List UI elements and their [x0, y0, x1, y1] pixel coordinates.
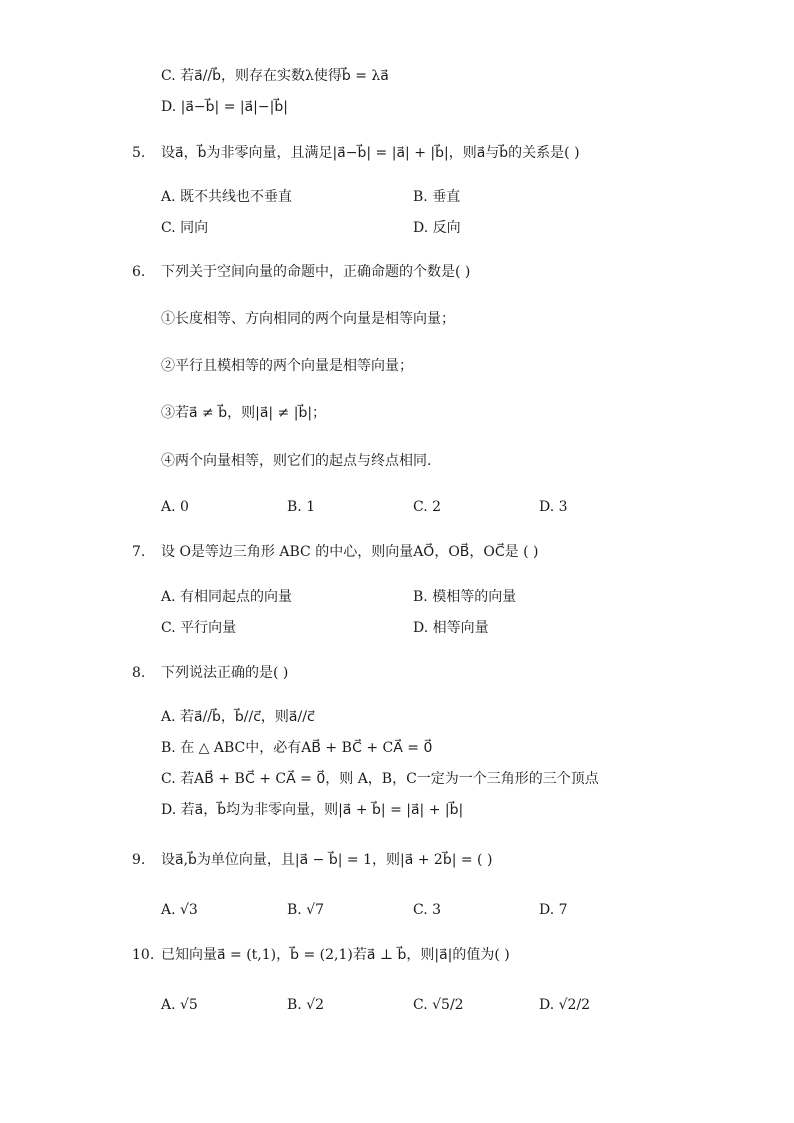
q6-statement-4: ④两个向量相等，则它们的起点与终点相同. [161, 453, 432, 469]
q8-option-b: B. 在 △ ABC中，必有AB⃗ + BC⃗ + CA⃗ = 0⃗ [161, 740, 433, 756]
q7-option-a: A. 有相同起点的向量 [161, 589, 293, 605]
q6-statement-2: ②平行且模相等的两个向量是相等向量； [161, 358, 413, 374]
q5-option-c: C. 同向 [161, 220, 209, 236]
q9-number: 9. [132, 852, 146, 868]
q6-option-c: C. 2 [413, 499, 442, 515]
q8-option-d: D. 若a⃗，b⃗均为非零向量，则|a⃗ + b⃗| = |a⃗| + |b⃗| [161, 802, 464, 818]
q5-number: 5. [132, 145, 146, 161]
q7-stem: 设 O是等边三角形 ABC 的中心，则向量AO⃗，OB⃗，OC⃗是 ( ) [161, 544, 539, 560]
q5-option-b: B. 垂直 [413, 189, 461, 205]
q4-option-c: C. 若a⃗//b⃗，则存在实数λ使得b⃗ = λa⃗ [161, 68, 389, 84]
q10-number: 10. [132, 947, 155, 963]
q7-option-d: D. 相等向量 [413, 620, 489, 636]
q8-stem: 下列说法正确的是( ) [161, 665, 289, 681]
q9-option-a: A. √3 [161, 902, 198, 918]
q9-stem: 设a⃗,b⃗为单位向量，且|a⃗ − b⃗| = 1，则|a⃗ + 2b⃗| = ( ) [161, 852, 493, 868]
q6-stem: 下列关于空间向量的命题中，正确命题的个数是( ) [161, 264, 471, 280]
q5-option-a: A. 既不共线也不垂直 [161, 189, 293, 205]
q9-option-b: B. √7 [287, 902, 325, 918]
q9-option-d: D. 7 [539, 902, 568, 918]
q6-number: 6. [132, 264, 146, 280]
q8-option-c: C. 若AB⃗ + BC⃗ + CA⃗ = 0⃗，则 A，B，C一定为一个三角形的三个顶点 [161, 771, 599, 787]
q9-option-c: C. 3 [413, 902, 442, 918]
q10-stem: 已知向量a⃗ = (t,1)，b⃗ = (2,1)若a⃗ ⊥ b⃗，则|a⃗|的值为( ) [161, 947, 510, 963]
q4-option-d: D. |a⃗−b⃗| = |a⃗|−|b⃗| [161, 99, 288, 115]
q6-option-b: B. 1 [287, 499, 316, 515]
q7-option-c: C. 平行向量 [161, 620, 237, 636]
q6-statement-3: ③若a⃗ ≠ b⃗，则|a⃗| ≠ |b⃗|； [161, 405, 327, 421]
q6-option-a: A. 0 [161, 499, 189, 515]
q7-number: 7. [132, 544, 146, 560]
q10-option-a: A. √5 [161, 997, 198, 1013]
q10-option-c: C. √5/2 [413, 997, 464, 1013]
q10-option-b: B. √2 [287, 997, 325, 1013]
q8-option-a: A. 若a⃗//b⃗，b⃗//c⃗，则a⃗//c⃗ [161, 709, 315, 725]
q5-option-d: D. 反向 [413, 220, 461, 236]
q6-option-d: D. 3 [539, 499, 568, 515]
q8-number: 8. [132, 665, 146, 681]
q10-option-d: D. √2/2 [539, 997, 591, 1013]
q6-statement-1: ①长度相等、方向相同的两个向量是相等向量； [161, 311, 455, 327]
q5-stem: 设a⃗，b⃗为非零向量，且满足|a⃗−b⃗| = |a⃗| + |b⃗|，则a⃗与b⃗的关系是( ) [161, 145, 580, 161]
q7-option-b: B. 模相等的向量 [413, 589, 517, 605]
